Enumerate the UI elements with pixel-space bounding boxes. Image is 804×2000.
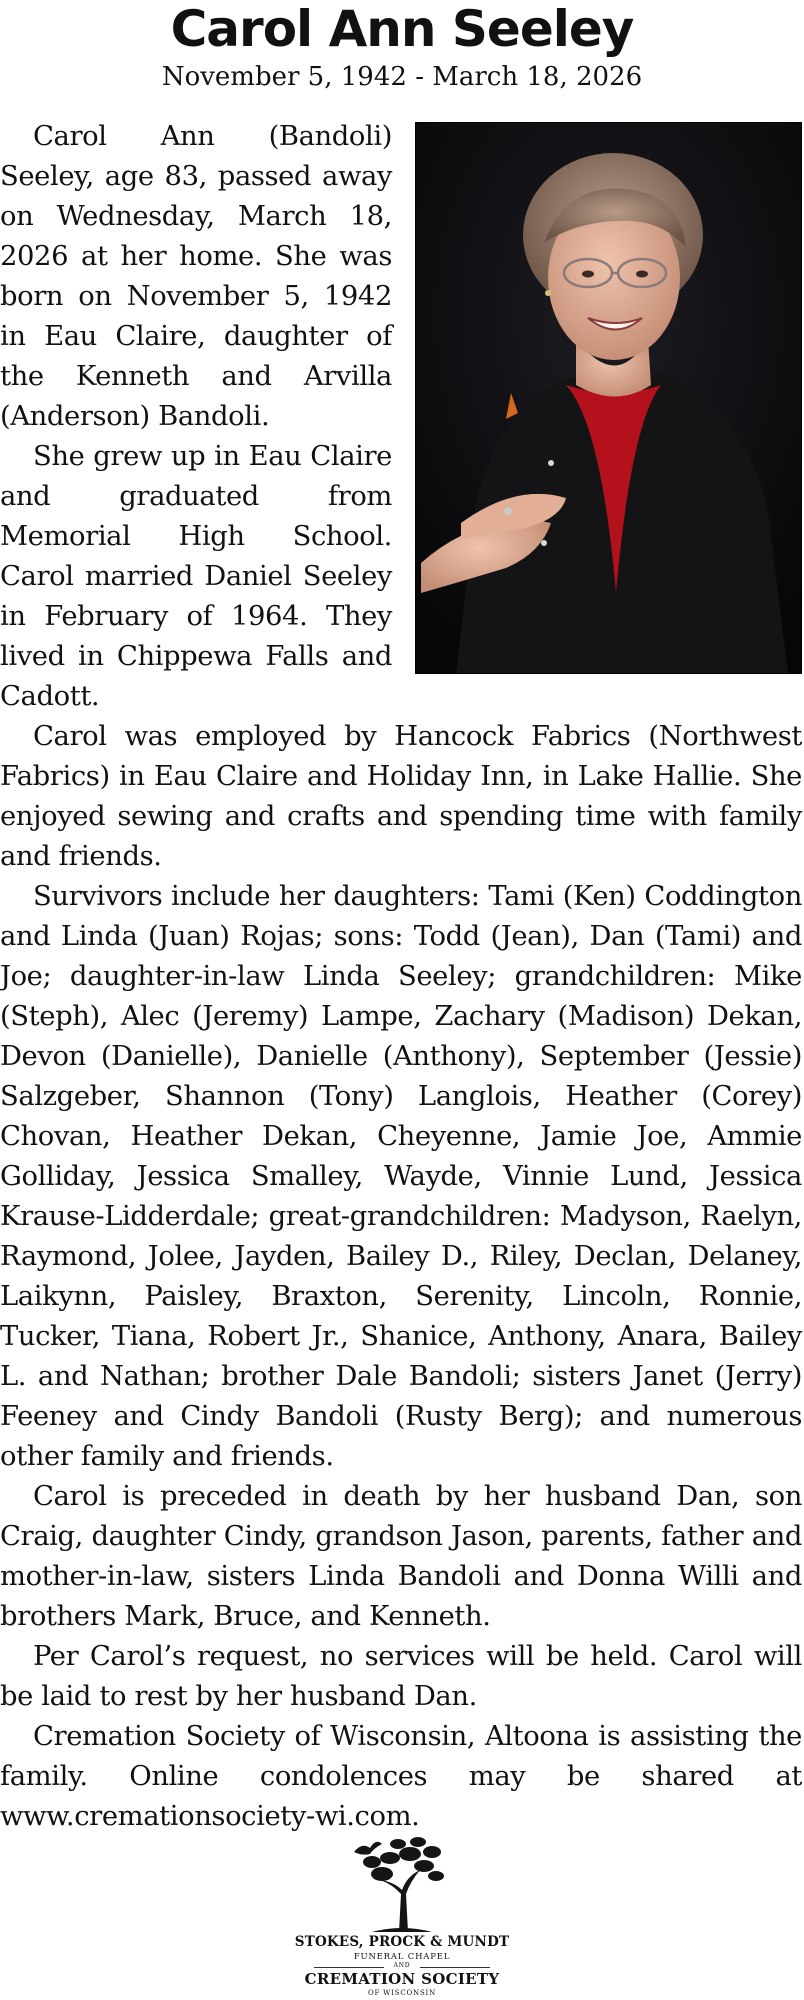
logo-line-4: CREMATION SOCIETY — [304, 1970, 500, 1988]
paragraph-employment: Carol was employed by Hancock Fabrics (Northwest Fabrics) in Eau Claire and Holiday Inn, in Lake Hallie. She enjoyed sewing and crafts and spending time with family and friends. — [0, 721, 802, 872]
paragraph-services: Per Carol’s request, no services will be held. Carol will be laid to rest by her husband Dan. — [0, 1641, 802, 1712]
paragraph-survivors: Survivors include her daughters: Tami (Ken) Coddington and Linda (Juan) Rojas; sons: Todd (Jean), Dan (Tami) and Joe; daughter-in-law Linda Seeley; grandchildren: Mike (Steph), Alec (Jeremy) Lampe, Zachary (Madison) Dekan, Devon (Danielle), Danielle (Anthony), September (Jessie) Salzgeber, Shannon (Tony) Langlois, Heather (Corey) Chovan, Heather Dekan, Cheyenne, Jamie Joe, Ammie Golliday, Jessica Smalley, Wayde, Vinnie Lund, Jessica Krause-Lidderdale; great-grandchildren: Madyson, Raelyn, Raymond, Jolee, Jayden, Bailey D., Riley, Declan, Delaney, Laikynn, Paisley, Braxton, Serenity, Lincoln, Ronnie, Tucker, Tiana, Robert Jr., Shanice, Anthony, Anara, Bailey L. and Nathan; brother Dale Bandoli; sisters Janet (Jerry) Feeney and Cindy Bandoli (Rusty Berg); and numerous other family and friends. — [0, 881, 802, 1472]
life-dates: November 5, 1942 - March 18, 2026 — [161, 62, 643, 92]
logo-rule-right — [420, 1967, 490, 1968]
paragraph-preceded: Carol is preceded in death by her husband Dan, son Craig, daughter Cindy, grandson Jason, parents, father and mother-in-law, sisters Linda Bandoli and Donna Willi and brothers Mark, Bruce, and Kenneth. — [0, 1481, 802, 1632]
logo-line-3: AND — [393, 1962, 411, 1969]
tree-dove-icon — [352, 1832, 452, 1934]
logo-line-5: OF WISCONSIN — [367, 1989, 437, 1997]
logo-line-1: STOKES, PROCK & MUNDT — [294, 1934, 510, 1950]
obituary-name: Carol Ann Seeley — [170, 0, 634, 58]
obituary-text — [0, 117, 802, 1837]
paragraph-condolences: Cremation Society of Wisconsin, Altoona is assisting the family. Online condolences may be shared at www.cremationsociety-wi.com. — [0, 1721, 802, 1832]
funeral-home-logo — [280, 1832, 524, 2000]
logo-line-2: FUNERAL CHAPEL — [353, 1952, 451, 1962]
paragraph-intro: Carol Ann (Bandoli) Seeley, age 83, passed away on Wednesday, March 18, 2026 at her home. She was born on November 5, 1942 in Eau Claire, daughter of the Kenneth and Arvilla (Anderson) Bandoli. — [0, 121, 392, 432]
paragraph-early-life: She grew up in Eau Claire and graduated from Memorial High School. Carol married Daniel Seeley in February of 1964. They lived in Chippewa Falls and Cadott. — [0, 441, 392, 712]
photo-text-wrap — [392, 117, 802, 677]
